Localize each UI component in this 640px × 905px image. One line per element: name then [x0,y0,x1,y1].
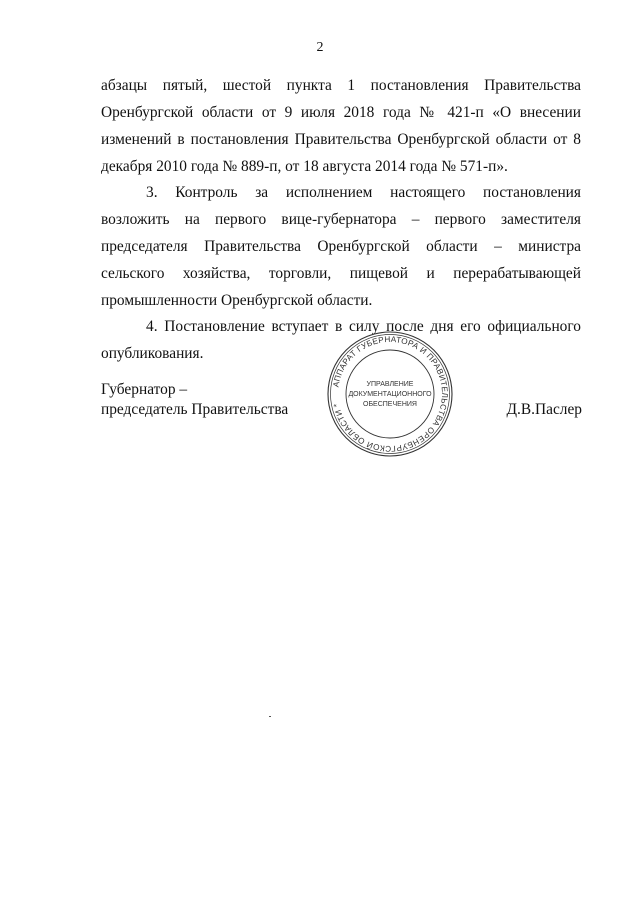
paragraph-repealed-provisions: абзацы пятый, шестой пункта 1 постановления Правительства Оренбургской области от 9 июля 2018 года № 421-п «О внесении изменений в постановления Правительства Оренбургской области от 8 декабря 2010 года № 889-п, от 18 августа 2014 года № 571-п». [101,77,581,175]
paragraph-effective-date: 4. Постановление вступает в силу после дня его официального опубликования. [101,318,581,362]
signatory-position [101,380,288,420]
scan-speck [269,716,271,717]
seal-inner-line-1: УПРАВЛЕНИЕ [366,381,414,388]
signatory-position-line-1: Губернатор – [101,381,188,398]
page-number: 2 [316,40,324,55]
signatory-name: Д.В.Паслер [506,401,582,418]
seal-inner-line-3: ОБЕСПЕЧЕНИЯ [363,401,417,408]
signatory-position-line-2: председатель Правительства [101,401,289,418]
official-seal [326,330,454,458]
seal-inner-line-2: ДОКУМЕНТАЦИОННОГО [348,391,432,398]
document-body [101,72,581,366]
paragraph-control-clause: 3. Контроль за исполнением настоящего постановления возложить на первого вице-губернатора – первого заместителя председателя Правительства Оренбургской области – министра сельского хозяйства, торговли, пищевой и перерабатывающей промышленности Оренбургской области. [101,184,581,309]
seal-outer-text: АППАРАТ ГУБЕРНАТОРА И ПРАВИТЕЛЬСТВА ОРЕНБУРГСКОЙ ОБЛАСТИ * [331,334,450,454]
